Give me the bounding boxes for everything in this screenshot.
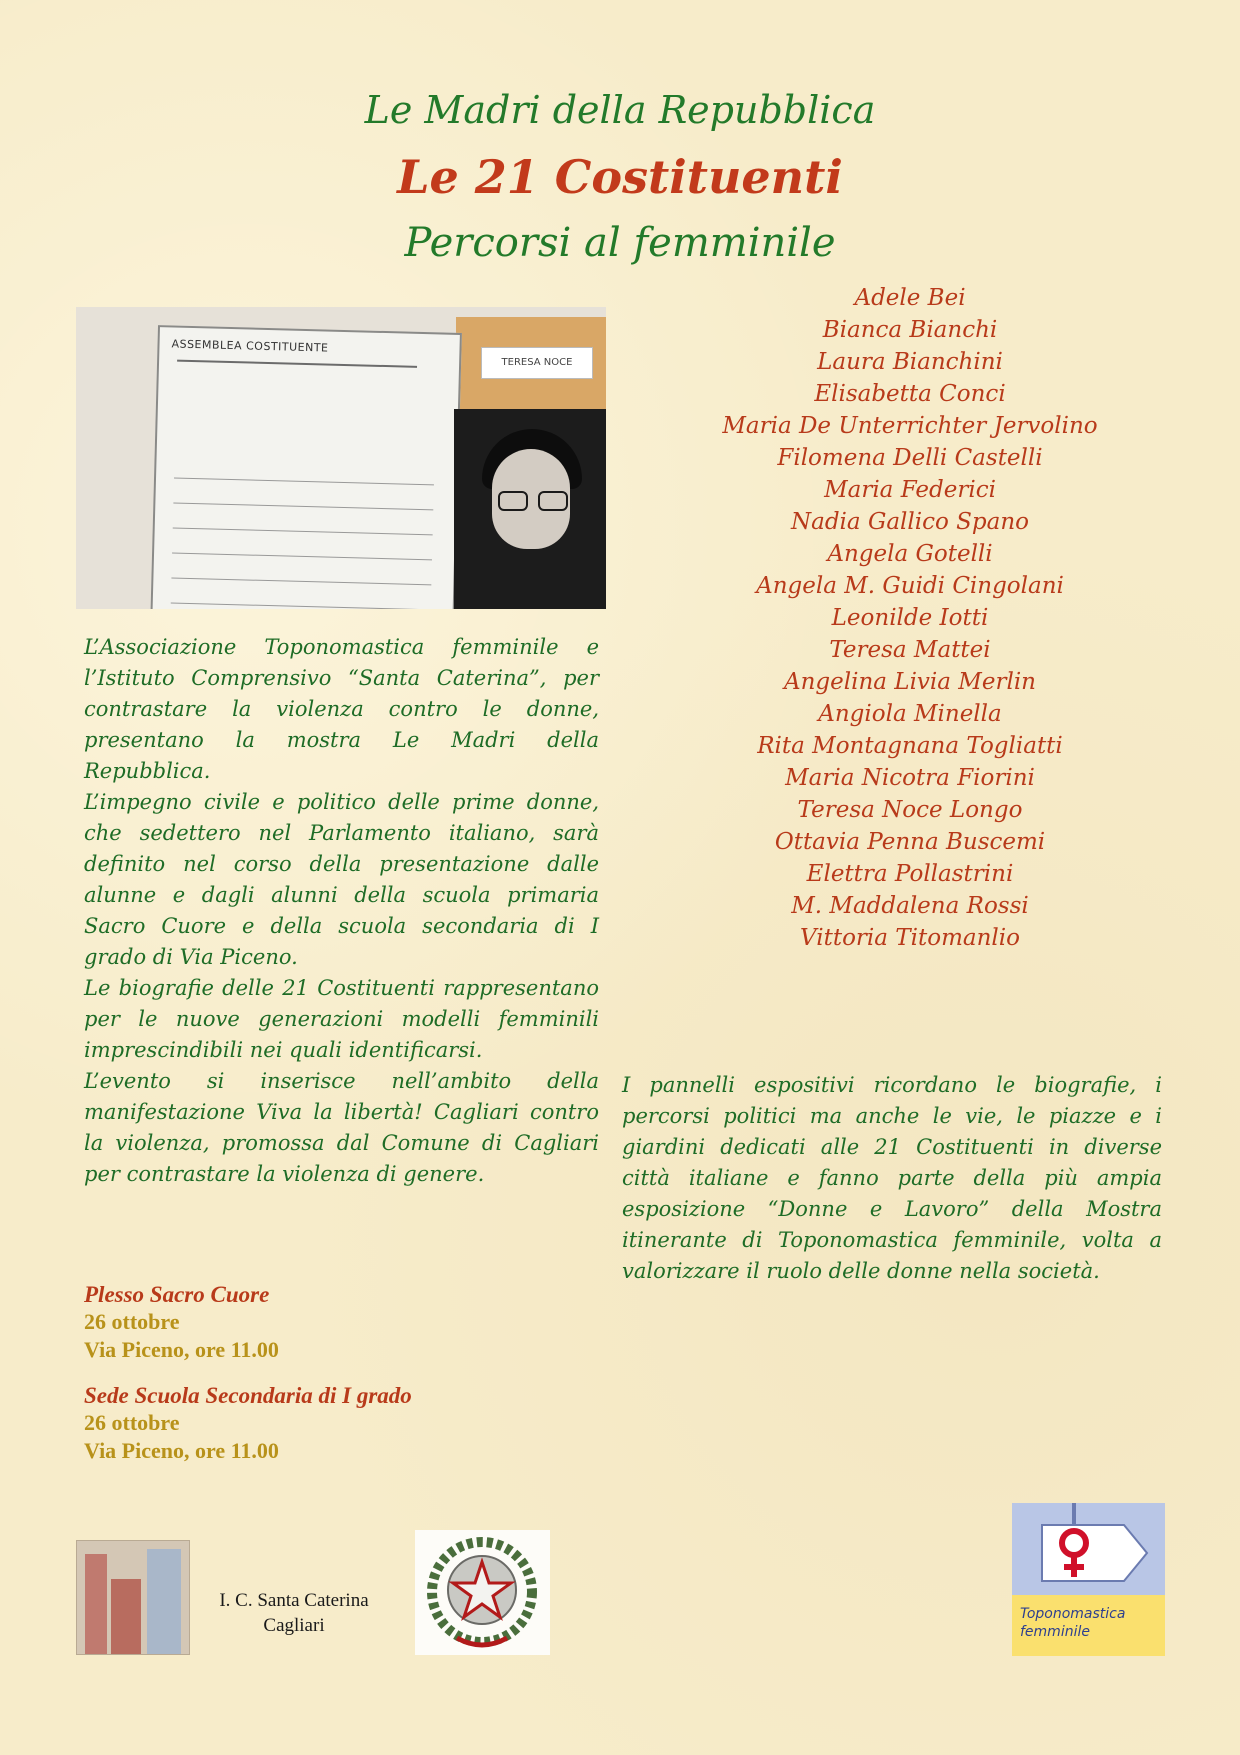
list-item: Angela Gotelli [827,541,993,567]
page-subtitle: Le 21 Costituenti [397,150,843,204]
document-title: ASSEMBLEA COSTITUENTE [171,337,329,355]
event-block [84,1383,412,1465]
female-symbol-icon [1012,1503,1165,1603]
costituenti-list [620,282,1200,954]
event-block [84,1282,279,1364]
page-title: Le Madri della Repubblica [364,88,876,132]
list-item: Maria Nicotra Fiorini [785,765,1035,791]
document-rule [173,528,433,536]
event-place: Sede Scuola Secondaria di I grado [84,1383,412,1408]
event-date: 26 ottobre [84,1309,180,1334]
list-item: Teresa Mattei [829,637,991,663]
intro-text [84,632,599,1190]
intro-paragraph: L’evento si inserisce nell’ambito della manifestazione Viva la libertà! Cagliari contro la violenza, promossa dal Comune di Cagliari per contrastare la violenza di genere. [84,1069,599,1186]
logo-tower [111,1579,141,1654]
italian-republic-emblem [415,1530,550,1655]
document-rule [174,478,434,486]
list-item: Ottavia Penna Buscemi [774,829,1046,855]
list-item: Maria Federici [824,477,996,503]
list-item: Vittoria Titomanlio [800,925,1020,951]
constituent-document [150,325,462,609]
topo-logo-line: femminile [1020,1624,1090,1640]
document-rule [172,553,432,561]
school-caption [196,1588,392,1638]
document-rule [171,603,431,609]
event-date: 26 ottobre [84,1410,180,1435]
archive-photo [76,307,606,609]
intro-paragraph: L’impegno civile e politico delle prime donne, che sedettero nel Parlamento italiano, sarà definito nel corso della presentazione dalle alunne e dagli alunni della scuola primaria Sacro Cuore e della scuola secondaria di I grado di Via Piceno. [84,790,599,969]
list-item: Rita Montagnana Togliatti [757,733,1063,759]
list-item: Angelina Livia Merlin [784,669,1036,695]
logo-tower [85,1554,107,1654]
event-place: Plesso Sacro Cuore [84,1282,270,1307]
topo-logo-line: Toponomastica [1020,1606,1126,1622]
list-item: Maria De Unterrichter Jervolino [722,413,1098,439]
school-city: Cagliari [263,1615,325,1636]
intro-paragraph: L’Associazione Toponomastica femminile e l’Istituto Comprensivo “Santa Caterina”, per contrastare la violenza contro le donne, presentano la mostra Le Madri della Repubblica. [84,635,599,783]
emblem-star-icon [415,1530,550,1655]
list-item: Adele Bei [854,285,966,311]
topo-logo-text [1020,1605,1125,1641]
school-logo [76,1540,190,1655]
list-item: Nadia Gallico Spano [791,509,1029,535]
list-item: Teresa Noce Longo [797,797,1023,823]
name-tag: TERESA NOCE [481,347,593,379]
list-item: Angela M. Guidi Cingolani [756,573,1064,599]
list-item: Elettra Pollastrini [806,861,1014,887]
school-name: I. C. Santa Caterina [219,1590,369,1611]
intro-paragraph: Le biografie delle 21 Costituenti rappresentano per le nuove generazioni modelli femminili imprescindibili nei quali identificarsi. [84,976,599,1062]
event-location: Via Piceno, ore 11.00 [84,1337,279,1362]
exhibition-text: I pannelli espositivi ricordano le biografie, i percorsi politici ma anche le vie, le piazze e i giardini dedicati alle 21 Costituenti in diverse città italiane e fanno parte della più ampia esposizione “Donne e Lavoro” della Mostra itinerante di Toponomastica femminile, volta a valorizzare il ruolo delle donne nella società. [622,1073,1162,1283]
list-item: Laura Bianchini [817,349,1003,375]
event-location: Via Piceno, ore 11.00 [84,1438,279,1463]
list-item: Elisabetta Conci [814,381,1006,407]
glasses-lens [538,491,568,511]
portrait-photo [454,409,606,609]
list-item: Bianca Bianchi [822,317,998,343]
document-rule [171,578,431,586]
list-item: Filomena Delli Castelli [777,445,1043,471]
toponomastica-logo [1012,1503,1165,1656]
list-item: Angiola Minella [818,701,1002,727]
list-item: M. Maddalena Rossi [791,893,1029,919]
logo-tower [147,1549,181,1654]
page-tagline: Percorsi al femminile [404,220,836,266]
glasses-lens [498,491,528,511]
document-rule [173,503,433,511]
document-rule [177,360,417,368]
list-item: Leonilde Iotti [831,605,989,631]
